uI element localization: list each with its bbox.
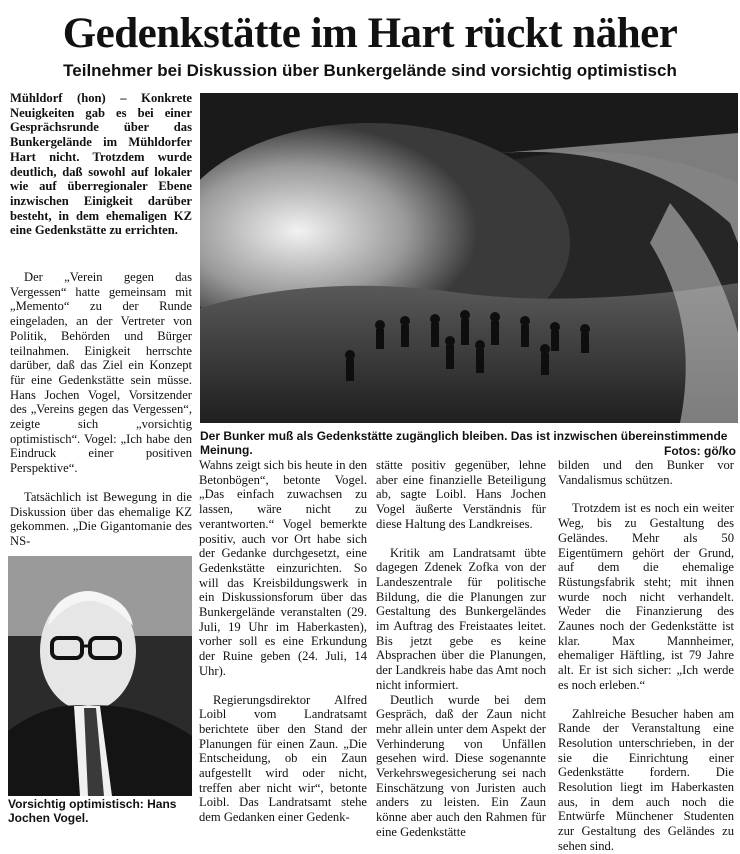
col3-paragraph: stätte positiv gegenüber, lehne aber eine finanzielle Beteiligung ab, sagte Loibl. Hans Jochen Vogel äußerte Verständnis für diese Haltung des Landkreises.	[376, 458, 546, 531]
bunker-photo	[200, 93, 738, 423]
col1-paragraph: Tatsächlich ist Bewegung in die Diskussion über das ehemalige KZ gekommen. „Die Gigantomanie des NS-	[10, 489, 192, 548]
column-3	[376, 458, 546, 840]
col1-paragraph: Der „Verein gegen das Vergessen“ hatte gemeinsam mit „Memento“ zu der Runde eingeladen, an der Vertreter von Politik, Behörden und Bürger teilnahmen. Einigkeit herrschte darüber, daß das Ziel ein Konzept für eine Gedenkstätte sein müsse. Hans Jochen Vogel, Vorsitzender des „Vereins gegen das Vergessen“, zeigte sich „vorsichtig optimistisch“. Vogel: „Ich habe den Eindruck einer positiven Perspektive“.	[10, 270, 192, 476]
col3-paragraph: Deutlich wurde bei dem Gespräch, daß der Zaun nicht mehr allein unter dem Aspekt der Verhinderung von Unfällen gesehen wird. Diese sogenannte Verkehrswegesicherung sei nach Einschätzung von Juristen auch anders zu leisten. Ein Zaun könne aber auch den Rahmen für eine Gedenkstätte	[376, 692, 546, 839]
lead-text: Mühldorf (hon) – Konkrete Neuigkeiten gab es bei einer Gesprächsrunde über das Bunkergelände im Mühldorfer Hart nicht. Trotzdem wurde deutlich, daß sowohl auf lokaler wie auf überregionaler Ebene inzwischen Einigkeit darüber besteht, in dem ehemaligen KZ eine Gedenkstätte zu errichten.	[10, 91, 192, 238]
col4-paragraph: Trotzdem ist es noch ein weiter Weg, bis zu Gestaltung des Geländes. Mehr als 50 Eigentümern gehört der Grund, auf dem die ehemalige Rüstungsfabrik steht; mit ihnen wurde noch nicht verhandelt. Weder die Finanzierung des Zaunes noch der Gedenkstätte ist klar. Max Mannheimer, ehemaliger Häftling, ist 79 Jahre alt. Er ist sich sicher: „Ich werde es noch erleben.“	[558, 501, 734, 692]
subheadline: Teilnehmer bei Diskussion über Bunkergelände sind vorsichtig optimistisch	[63, 61, 677, 80]
col3-paragraph: Kritik am Landratsamt übte dagegen Zdenek Zofka von der Landeszentrale für politische Bildung, die die Planungen zur Gestaltung des Bunkergeländes im Auftrag des Freistaates leitet. Bis jetzt gebe es keine Absprachen über die Planungen, der Landkreis habe das Amt noch nicht informiert.	[376, 545, 546, 692]
lead-paragraph	[10, 91, 192, 238]
portrait-photo-image	[8, 556, 192, 796]
bunker-photo-caption: Der Bunker muß als Gedenkstätte zugänglich bleiben. Das ist inzwischen übereinstimmende Meinung.	[200, 429, 728, 457]
portrait-caption: Vorsichtig optimistisch: Hans Jochen Vogel.	[8, 797, 177, 825]
col2-paragraph: Regierungsdirektor Alfred Loibl vom Landratsamt berichtete über den Stand der Planungen für einen Zaun. „Die Entscheidung, ob ein Zaun aufgestellt wird oder nicht, treffen aber nicht wir“, betonte Loibl. Das Landratsamt stehe dem Gedanken einer Gedenk-	[199, 692, 367, 825]
bunker-photo-image	[200, 93, 738, 423]
portrait-photo	[8, 556, 192, 796]
photo-credit: Fotos: gö/ko	[664, 444, 736, 458]
headline: Gedenkstätte im Hart rückt näher	[62, 10, 678, 57]
col4-paragraph: Zahlreiche Besucher haben am Rande der Veranstaltung eine Resolution unterschrieben, in der sie die Einrichtung einer Gedenkstätte fordern. Die Resolution liegt im Haberkasten aus, in dem auch noch die Entwürfe Münchener Studenten zur Gestaltung des Geländes zu sehen sind.	[558, 706, 734, 853]
col2-paragraph: Wahns zeigt sich bis heute in den Betonbögen“, betonte Vogel. „Das einfach zuwachsen zu lassen, wäre nicht zu verantworten.“ Vogel bemerkte positiv, auch vor Ort habe sich der Gedanke durchgesetzt, eine Gedenkstätte einzurichten. So will das Kreisbildungswerk in ein Diskussionsforum über das Bunkergelände veranstalten (29. Juli, 19 Uhr im Haberkasten), vorher soll es eine Erkundung der Ruine geben (24. Juli, 14 Uhr).	[199, 458, 367, 678]
column-2	[199, 458, 367, 825]
column-1	[10, 270, 192, 549]
col4-paragraph: bilden und den Bunker vor Vandalismus schützen.	[558, 458, 734, 487]
column-4	[558, 458, 734, 854]
